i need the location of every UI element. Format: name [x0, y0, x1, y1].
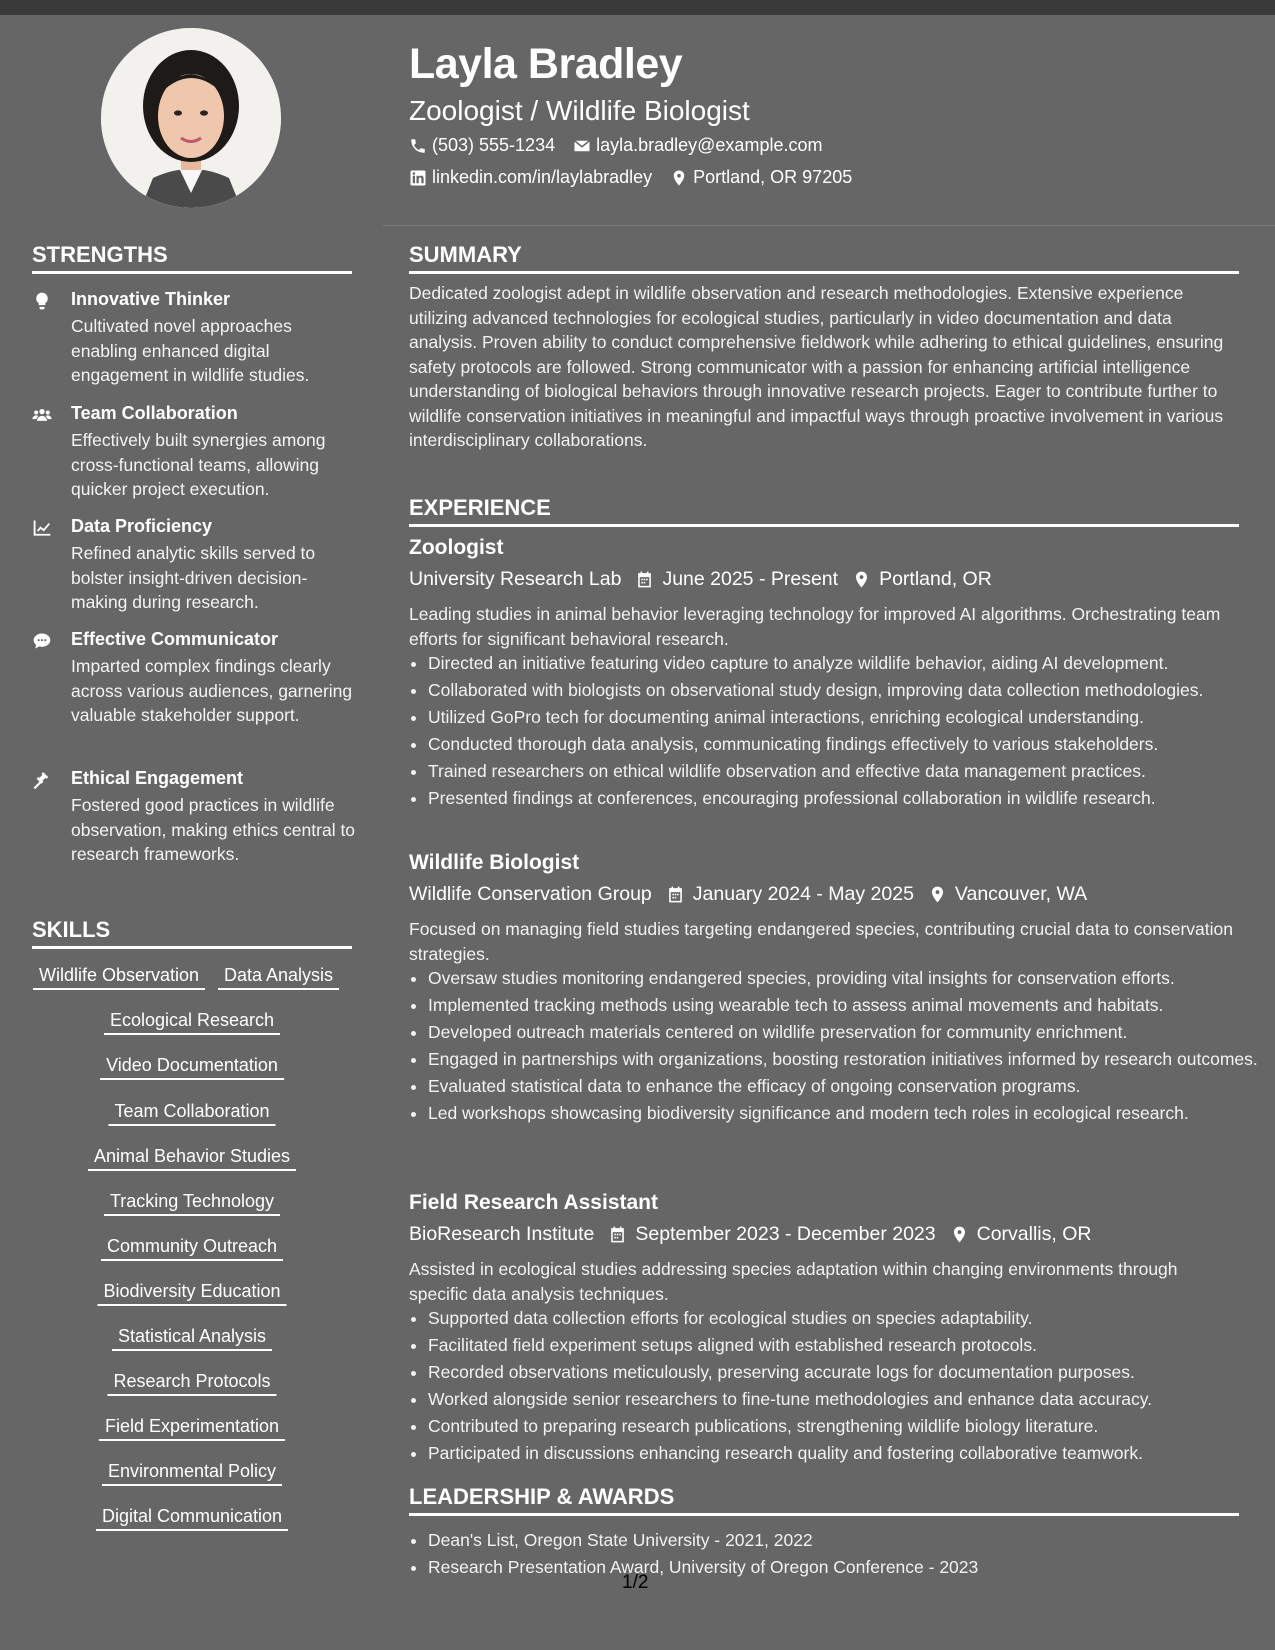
candidate-title: Zoologist / Wildlife Biologist — [409, 95, 750, 126]
contact-email[interactable] — [573, 135, 822, 156]
job-bullet: • Evaluated statistical data to enhance the efficacy of ongoing conservation programs. — [428, 1074, 1258, 1098]
experience-heading: EXPERIENCE — [409, 495, 1239, 527]
job-dates: January 2024 - May 2025 — [692, 883, 914, 905]
strength-desc: Imparted complex findings clearly across various audiences, garnering valuable stakeholder support. — [71, 656, 353, 725]
job-summary: Assisted in ecological studies addressing species adaptation within changing environments through specific data analysis techniques. — [409, 1259, 1178, 1304]
job-bullet: • Developed outreach materials centered on wildlife preservation for community enrichment. — [428, 1020, 1258, 1044]
location-text: Portland, OR 97205 — [693, 167, 853, 187]
job-bullet: • Utilized GoPro tech for documenting animal interactions, enriching ecological understanding. — [428, 705, 1258, 729]
linkedin-icon — [409, 169, 427, 187]
strength-item — [32, 403, 352, 503]
strength-title: Effective Communicator — [71, 629, 279, 649]
candidate-name: Layla Bradley — [409, 40, 683, 88]
strength-item — [32, 516, 352, 616]
job-location: Vancouver, WA — [954, 883, 1088, 905]
summary-text: Dedicated zoologist adept in wildlife observation and research methodologies. Extensive experience utilizing advanced technologies for ecological studies, particularly in video documentation and data analysis. Proven ability to conduct comprehensive fieldwork while adhering to ethical guidelines, ensuring safety protocols are followed. Strong communicator with a passion for enhancing artificial intelligence understanding of biological behaviors through innovative research projects. Eager to contribute further to wildlife conservation initiatives in meaningful and impactful ways through proactive involvement in various interdisciplinary collaborations. — [409, 283, 1224, 450]
strength-title: Team Collaboration — [71, 403, 238, 423]
skill-tag: Field Experimentation — [99, 1416, 285, 1441]
job-bullet: • Worked alongside senior researchers to fine-tune methodologies and enhance data accuracy. — [428, 1387, 1258, 1411]
job-company: Wildlife Conservation Group — [409, 883, 652, 905]
contact-linkedin[interactable] — [409, 167, 652, 188]
gavel-icon — [32, 770, 52, 790]
linkedin-text: linkedin.com/in/laylabradley — [432, 167, 653, 187]
phone-icon — [409, 137, 427, 155]
strength-item — [32, 768, 356, 893]
skills-heading: SKILLS — [32, 917, 352, 949]
skill-tag: Ecological Research — [104, 1010, 280, 1035]
map-pin-icon — [852, 570, 871, 589]
chart-line-icon — [32, 518, 52, 538]
strength-desc: Cultivated novel approaches enabling enhanced digital engagement in wildlife studies. — [71, 316, 310, 385]
page-number: 1/2 — [622, 1572, 649, 1593]
skill-tag: Tracking Technology — [104, 1191, 280, 1216]
job-bullet: • Directed an initiative featuring video capture to analyze wildlife behavior, aiding AI development. — [428, 651, 1258, 675]
job-bullet: • Implemented tracking methods using wearable tech to assess animal movements and habitats. — [428, 993, 1258, 1017]
phone-text: (503) 555-1234 — [432, 135, 556, 155]
job-summary: Leading studies in animal behavior leveraging technology for improved AI algorithms. Orchestrating team efforts for significant behavioral research. — [409, 604, 1221, 649]
skill-tag: Video Documentation — [100, 1055, 284, 1080]
profile-photo — [101, 28, 281, 208]
contact-row-2 — [409, 167, 852, 188]
job-company: University Research Lab — [409, 568, 622, 590]
skill-tag: Data Analysis — [218, 965, 339, 990]
speech-bubble-icon — [32, 631, 52, 651]
awards-heading: LEADERSHIP & AWARDS — [409, 1484, 1239, 1516]
job-title: Wildlife Biologist — [409, 851, 580, 874]
job-bullet: • Supported data collection efforts for ecological studies on species adaptability. — [428, 1306, 1258, 1330]
strength-desc: Refined analytic skills served to bolster insight-driven decision-making during research. — [71, 543, 316, 612]
award-item: • Research Presentation Award, University of Oregon Conference - 2023 — [428, 1555, 1258, 1579]
awards-list — [409, 1528, 1258, 1582]
job-location: Portland, OR — [879, 568, 992, 590]
email-text: layla.bradley@example.com — [596, 135, 823, 155]
calendar-icon — [666, 885, 685, 904]
strengths-heading: STRENGTHS — [32, 242, 352, 274]
skill-tag: Environmental Policy — [102, 1461, 282, 1486]
job-title: Field Research Assistant — [409, 1191, 658, 1214]
strength-desc: Effectively built synergies among cross-functional teams, allowing quicker project execution. — [71, 430, 326, 499]
skill-tag: Wildlife Observation — [33, 965, 205, 990]
calendar-icon — [608, 1225, 627, 1244]
job-bullet: • Participated in discussions enhancing research quality and fostering collaborative teamwork. — [428, 1441, 1258, 1465]
job-bullet: • Presented findings at conferences, encouraging professional collaboration in wildlife research. — [428, 786, 1258, 810]
map-pin-icon — [928, 885, 947, 904]
header-divider — [383, 225, 1275, 226]
summary-heading: SUMMARY — [409, 242, 1239, 274]
lightbulb-icon — [32, 291, 52, 311]
contact-phone[interactable] — [409, 135, 555, 156]
job-summary: Focused on managing field studies targeting endangered species, contributing crucial data to conservation strategies. — [409, 919, 1233, 964]
job-bullet: • Conducted thorough data analysis, communicating findings effectively to various stakeholders. — [428, 732, 1258, 756]
skill-tag: Biodiversity Education — [97, 1281, 286, 1306]
job-title: Zoologist — [409, 536, 504, 559]
skill-tag: Community Outreach — [101, 1236, 283, 1261]
job-meta — [409, 883, 1087, 906]
award-item: • Dean's List, Oregon State University - 2021, 2022 — [428, 1528, 1258, 1552]
skill-tag: Animal Behavior Studies — [88, 1146, 296, 1171]
strength-title: Innovative Thinker — [71, 289, 231, 309]
job-dates: September 2023 - December 2023 — [635, 1223, 936, 1245]
job-bullets — [409, 1306, 1258, 1468]
job-meta — [409, 1223, 1091, 1246]
strength-item — [32, 289, 352, 389]
job-bullet: • Engaged in partnerships with organizations, boosting restoration initiatives informed by research outcomes. — [428, 1047, 1258, 1071]
envelope-icon — [573, 137, 591, 155]
strength-title: Ethical Engagement — [71, 768, 244, 788]
job-bullets — [409, 966, 1258, 1128]
skill-tag: Statistical Analysis — [112, 1326, 272, 1351]
skill-tag: Digital Communication — [96, 1506, 288, 1531]
job-bullet: • Contributed to preparing research publications, strengthening wildlife biology literature. — [428, 1414, 1258, 1438]
job-bullet: • Collaborated with biologists on observational study design, improving data collection methodologies. — [428, 678, 1258, 702]
job-bullet: • Led workshops showcasing biodiversity significance and modern tech roles in ecological research. — [428, 1101, 1258, 1125]
contact-row-1 — [409, 135, 822, 156]
job-dates: June 2025 - Present — [662, 568, 839, 590]
job-bullet: • Facilitated field experiment setups aligned with established research protocols. — [428, 1333, 1258, 1357]
job-company: BioResearch Institute — [409, 1223, 595, 1245]
job-bullets — [409, 651, 1258, 813]
map-pin-icon — [670, 169, 688, 187]
job-bullet: • Oversaw studies monitoring endangered species, providing vital insights for conservation efforts. — [428, 966, 1258, 990]
users-icon — [32, 405, 52, 425]
skill-tag: Research Protocols — [107, 1371, 276, 1396]
strength-desc: Fostered good practices in wildlife observation, making ethics central to research frameworks. — [71, 795, 356, 864]
skill-tag: Team Collaboration — [108, 1101, 275, 1126]
top-bar — [0, 0, 1275, 15]
calendar-icon — [635, 570, 654, 589]
strength-title: Data Proficiency — [71, 516, 213, 536]
job-bullet: • Recorded observations meticulously, preserving accurate logs for documentation purposes. — [428, 1360, 1258, 1384]
job-bullet: • Trained researchers on ethical wildlife observation and effective data management practices. — [428, 759, 1258, 783]
job-location: Corvallis, OR — [976, 1223, 1092, 1245]
job-meta — [409, 568, 992, 591]
contact-location — [670, 167, 852, 188]
strength-item — [32, 629, 352, 754]
map-pin-icon — [950, 1225, 969, 1244]
